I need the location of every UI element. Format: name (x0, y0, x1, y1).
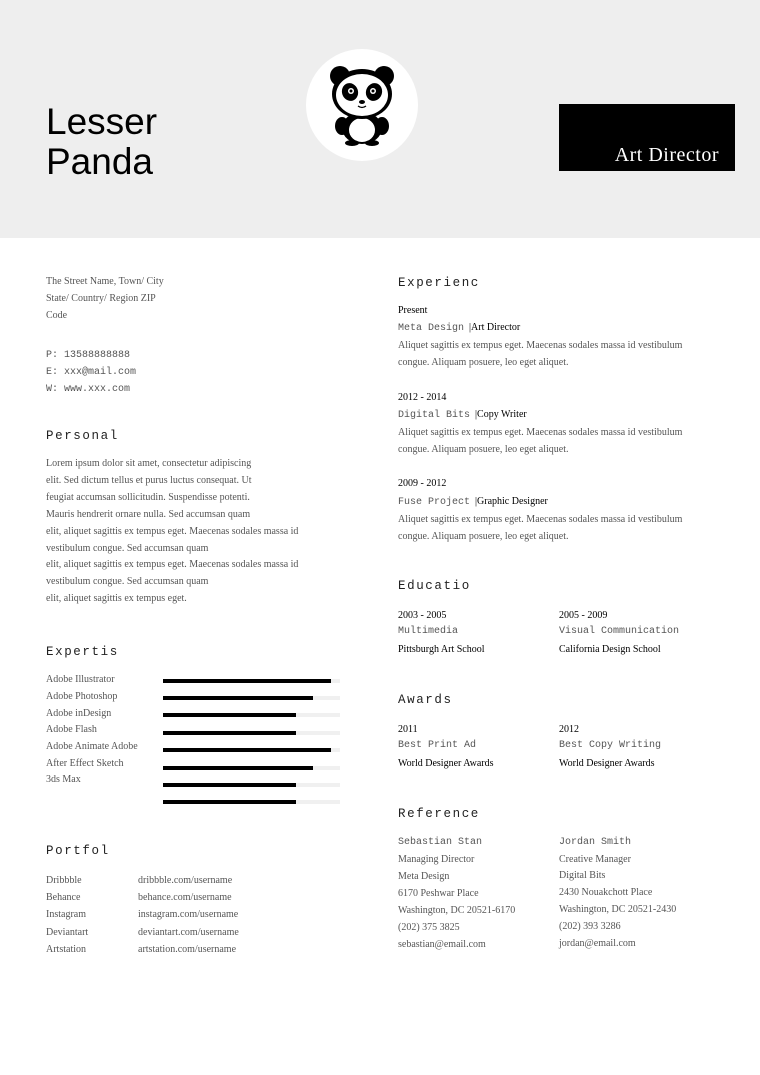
personal-line: elit, aliquet sagittis ex tempus eget. Maecenas sodales massa id (46, 526, 299, 537)
avatar (306, 49, 418, 161)
skill-bar-fill (163, 713, 296, 717)
personal-line: elit, aliquet sagittis ex tempus eget. Maecenas sodales massa id (46, 559, 299, 570)
award-year: 2011 (398, 724, 418, 735)
job-title-box (559, 104, 735, 171)
skill-bar (163, 696, 340, 700)
skill-name: Adobe Animate Adobe (46, 741, 138, 752)
contact-web: W: www.xxx.com (46, 384, 131, 395)
skill-bar-fill (163, 748, 331, 752)
skill-bar (163, 748, 340, 752)
award-org: World Designer Awards (559, 758, 655, 769)
portfolio-link[interactable]: deviantart.com/username (138, 927, 239, 938)
portfolio-site: Deviantart (46, 927, 89, 938)
job-period: 2012 - 2014 (398, 392, 447, 403)
personal-line: Lorem ipsum dolor sit amet, consectetur adipiscing (46, 458, 252, 469)
last-name: Panda (46, 141, 153, 182)
reference-name: Jordan Smith (559, 837, 632, 848)
first-name: Lesser (46, 101, 158, 142)
award-name: Best Copy Writing (559, 740, 662, 751)
job-role: Copy Writer (477, 409, 527, 420)
header-band (0, 0, 760, 238)
skill-bar-fill (163, 731, 296, 735)
portfolio-site: Instagram (46, 909, 86, 920)
job-company-role: Digital Bits |Copy Writer (398, 409, 527, 421)
skill-name: 3ds Max (46, 774, 81, 785)
panda-icon (328, 64, 396, 146)
address-line-2: State/ Country/ Region ZIP (46, 293, 156, 304)
personal-line: elit, aliquet sagittis ex tempus eget. (46, 593, 187, 604)
contact-email: E: xxx@mail.com (46, 367, 137, 378)
job-company: Fuse Project (398, 497, 471, 508)
job-company-role: Meta Design |Art Director (398, 322, 521, 334)
skill-bar (163, 766, 340, 770)
job-period: Present (398, 305, 428, 316)
portfolio-heading: Portfol (46, 844, 110, 858)
skill-bar (163, 783, 340, 787)
reference-phone: (202) 375 3825 (398, 922, 460, 933)
reference-city: Washington, DC 20521-2430 (559, 904, 677, 915)
job-description: Aliquet sagittis ex tempus eget. Maecenas sodales massa id vestibulum (398, 427, 683, 438)
job-period: 2009 - 2012 (398, 478, 447, 489)
job-description: congue. Aliquam posuere, leo eget aliquet. (398, 444, 569, 455)
education-field: Multimedia (398, 626, 459, 637)
job-role: Graphic Designer (477, 496, 548, 507)
contact-phone: P: 13588888888 (46, 350, 131, 361)
skill-bar-fill (163, 696, 313, 700)
job-description: congue. Aliquam posuere, leo eget aliquet. (398, 357, 569, 368)
skill-bar-fill (163, 679, 331, 683)
references-heading: Reference (398, 807, 480, 821)
education-field: Visual Communication (559, 626, 680, 637)
reference-email[interactable]: jordan@email.com (559, 938, 636, 949)
reference-phone: (202) 393 3286 (559, 921, 621, 932)
reference-company: Digital Bits (559, 870, 606, 881)
reference-company: Meta Design (398, 871, 450, 882)
skill-bar (163, 731, 340, 735)
personal-line: Mauris hendrerit ornare nulla. Sed accumsan quam (46, 509, 251, 520)
personal-line: vestibulum congue. Sed accumsan quam (46, 576, 209, 587)
education-school: Pittsburgh Art School (398, 644, 485, 655)
skill-bar-fill (163, 766, 313, 770)
education-period: 2003 - 2005 (398, 610, 447, 621)
skill-name: After Effect Sketch (46, 758, 124, 769)
skill-bar-fill (163, 783, 296, 787)
skill-name: Adobe Illustrator (46, 674, 115, 685)
award-year: 2012 (559, 724, 579, 735)
job-title: Art Director (614, 144, 719, 166)
job-role: Art Director (471, 322, 521, 333)
personal-line: feugiat accumsan sollicitudin. Suspendisse potenti. (46, 492, 250, 503)
education-school: California Design School (559, 644, 661, 655)
skill-bar (163, 713, 340, 717)
skill-name: Adobe Photoshop (46, 691, 118, 702)
job-company: Meta Design (398, 323, 465, 334)
personal-heading: Personal (46, 429, 119, 443)
reference-name: Sebastian Stan (398, 837, 483, 848)
portfolio-link[interactable]: dribbble.com/username (138, 875, 233, 886)
skill-name: Adobe Flash (46, 724, 97, 735)
job-description: Aliquet sagittis ex tempus eget. Maecenas sodales massa id vestibulum (398, 514, 683, 525)
personal-line: elit. Sed dictum tellus et purus luctus consequat. Ut (46, 475, 252, 486)
award-org: World Designer Awards (398, 758, 494, 769)
personal-line: vestibulum congue. Sed accumsan quam (46, 543, 209, 554)
job-company-role: Fuse Project |Graphic Designer (398, 496, 548, 508)
address-line-3: Code (46, 310, 68, 321)
reference-email[interactable]: sebastian@email.com (398, 939, 486, 950)
portfolio-link[interactable]: artstation.com/username (138, 944, 237, 955)
portfolio-site: Artstation (46, 944, 86, 955)
job-description: congue. Aliquam posuere, leo eget aliquet. (398, 531, 569, 542)
portfolio-site: Behance (46, 892, 81, 903)
reference-title: Managing Director (398, 854, 475, 865)
skill-bar (163, 800, 340, 804)
portfolio-link[interactable]: instagram.com/username (138, 909, 239, 920)
skill-bar (163, 679, 340, 683)
portfolio-link[interactable]: behance.com/username (138, 892, 232, 903)
skill-name: Adobe inDesign (46, 708, 112, 719)
candidate-name (46, 102, 157, 182)
award-name: Best Print Ad (398, 740, 477, 751)
job-description: Aliquet sagittis ex tempus eget. Maecenas sodales massa id vestibulum (398, 340, 683, 351)
address-line-1: The Street Name, Town/ City (46, 276, 164, 287)
reference-city: Washington, DC 20521-6170 (398, 905, 516, 916)
reference-street: 6170 Peshwar Place (398, 888, 479, 899)
skill-bar-fill (163, 800, 296, 804)
education-heading: Educatio (398, 579, 471, 593)
reference-title: Creative Manager (559, 854, 631, 865)
expertise-heading: Expertis (46, 645, 119, 659)
job-company: Digital Bits (398, 410, 471, 421)
awards-heading: Awards (398, 693, 453, 707)
reference-street: 2430 Nouakchott Place (559, 887, 653, 898)
experience-heading: Experienc (398, 276, 480, 290)
portfolio-site: Dribbble (46, 875, 82, 886)
education-period: 2005 - 2009 (559, 610, 608, 621)
